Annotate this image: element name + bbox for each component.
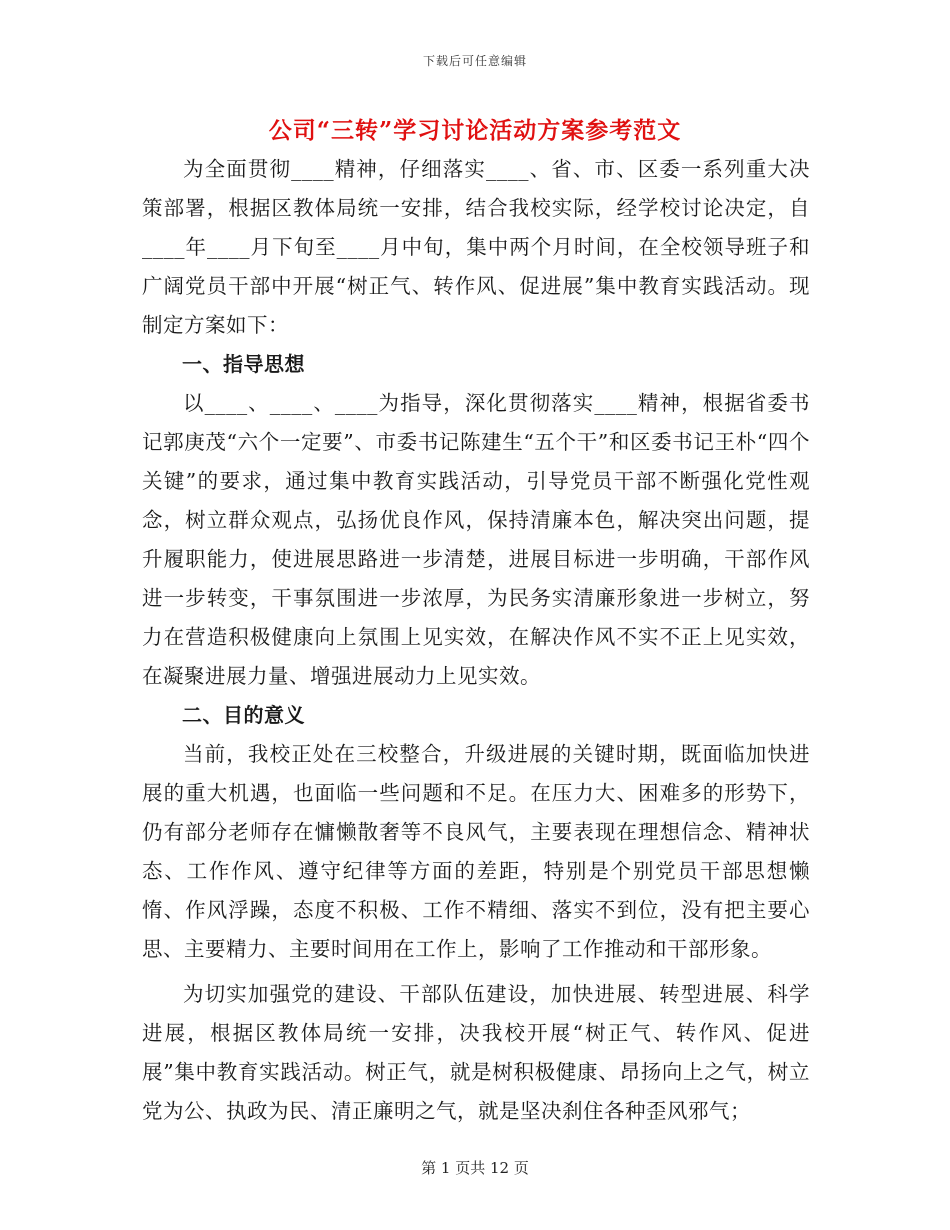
implementation-paragraph: 为切实加强党的建设、干部队伍建设，加快进展、转型进展、科学进展，根据区教体局统一安排，决我校开展“树正气、转作风、促进展”集中教育实践活动。树正气，就是树积极健康、昂扬向上之气，树立党为公、执政为民、清正廉明之气，就是坚决刹住各种歪风邪气；: [142, 982, 810, 1123]
section-heading-guiding-ideology: 一、指导思想: [182, 352, 305, 376]
guiding-ideology-paragraph: 以____、____、____为指导，深化贯彻落实____精神，根据省委书记郭庚茂“六个一定要”、市委书记陈建生“五个干”和区委书记王朴“四个关键”的要求，通过集中教育实践活动，引导党员干部不断强化党性观念，树立群众观点，弘扬优良作风，保持清廉本色，解决突出问题，提升履职能力，使进展思路进一步清楚，进展目标进一步明确，干部作风进一步转变，干事氛围进一步浓厚，为民务实清廉形象进一步树立，努力在营造积极健康向上氛围上见实效，在解决作风不实不正上见实效，在凝聚进展力量、增强进展动力上见实效。: [142, 391, 810, 688]
page-header-note: 下载后可任意编辑: [422, 54, 527, 68]
purpose-paragraph: 当前，我校正处在三校整合，升级进展的关键时期，既面临加快进展的重大机遇，也面临一些问题和不足。在压力大、困难多的形势下，仍有部分老师存在慵懒散奢等不良风气，主要表现在理想信念、精神状态、工作作风、遵守纪律等方面的差距，特别是个别党员干部思想懒惰、作风浮躁，态度不积极、工作不精细、落实不到位，没有把主要心思、主要精力、主要时间用在工作上，影响了工作推动和干部形象。: [142, 742, 810, 961]
intro-paragraph: 为全面贯彻____精神，仔细落实____、省、市、区委一系列重大决策部署，根据区教体局统一安排，结合我校实际，经学校讨论决定，自____年____月下旬至____月中旬，集中两个月时间，在全校领导班子和广阔党员干部中开展“树正气、转作风、促进展”集中教育实践活动。现制定方案如下：: [142, 157, 810, 337]
document-title: 公司“三转”学习讨论活动方案参考范文: [268, 117, 682, 144]
document-body: [142, 150, 810, 1131]
page-number: 第 1 页共 12 页: [421, 1159, 529, 1177]
section-heading-purpose: 二、目的意义: [182, 703, 305, 727]
